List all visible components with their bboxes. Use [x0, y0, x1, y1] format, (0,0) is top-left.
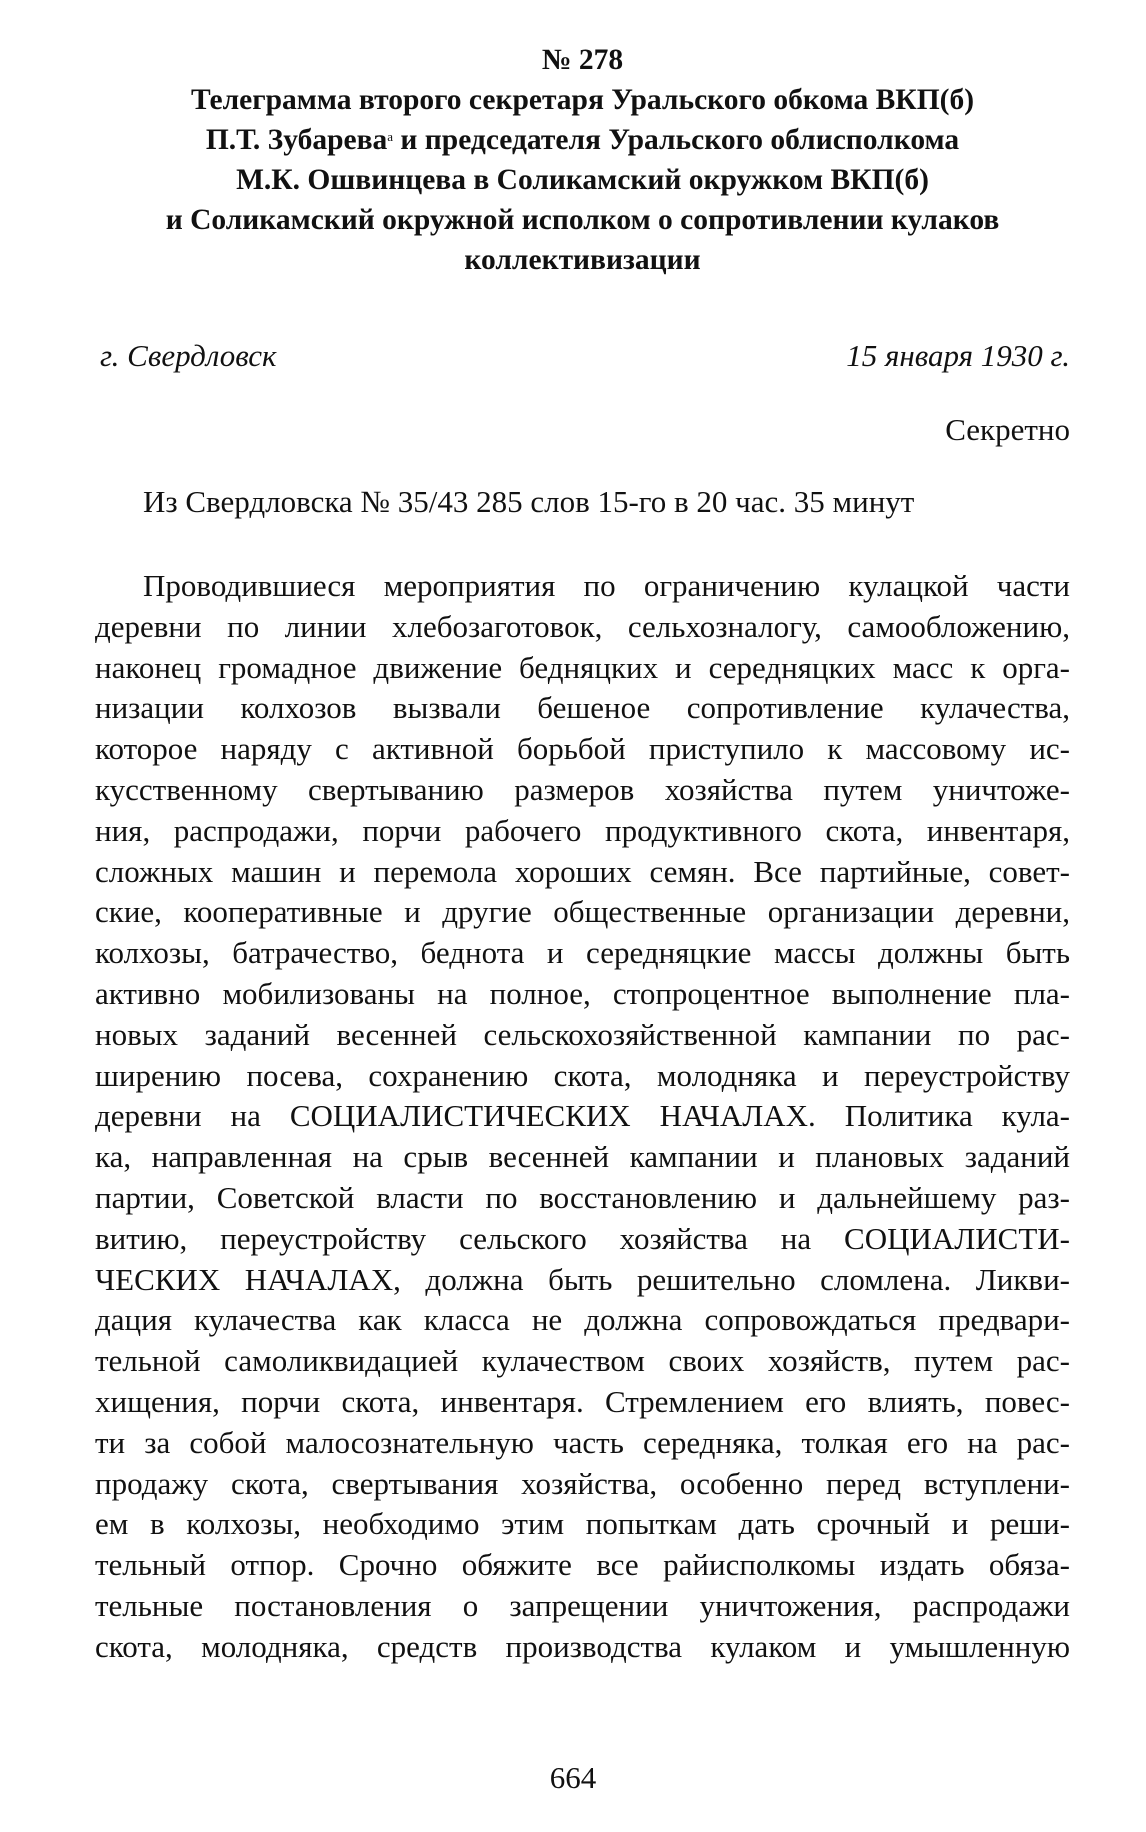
body-line: ширению посева, сохранению скота, молодняка и переустройству	[95, 1057, 1070, 1093]
body-line: Проводившиеся мероприятия по ограничению кулацкой части	[143, 568, 1070, 603]
body-line: наконец громадное движение бедняцких и середняцких масс к орга-	[95, 649, 1070, 685]
body-line: активно мобилизованы на полное, стопроцентное выполнение пла-	[95, 975, 1070, 1011]
body-line: деревни по линии хлебозаготовок, сельхозналогу, самообложению,	[95, 608, 1070, 644]
body-line: тельный отпор. Срочно обяжите все райисполкомы издать обяза-	[95, 1547, 1070, 1583]
body-line: ские, кооперативные и другие общественные организации деревни,	[95, 894, 1070, 930]
body-line: низации колхозов вызвали бешеное сопротивление кулачества,	[95, 690, 1070, 726]
place-date-row	[95, 336, 1070, 376]
dispatch-line: Из Свердловска № 35/43 285 слов 15-го в 20 час. 35 минут	[143, 484, 915, 519]
body-line: тельной самоликвидацией кулачеством своих хозяйств, путем рас-	[95, 1343, 1070, 1379]
body-line: хищения, порчи скота, инвентаря. Стремлением его влиять, повес-	[95, 1383, 1070, 1419]
title-line-2	[95, 120, 1070, 160]
body-line: колхозы, батрачество, беднота и середняцкие массы должны быть	[95, 935, 1070, 971]
body-line: ти за собой малосознательную часть середняка, толкая его на рас-	[95, 1424, 1070, 1460]
body-line: ЧЕСКИХ НАЧАЛАХ, должна быть решительно сломлена. Ликви-	[95, 1261, 1070, 1297]
body-line: кусственному свертыванию размеров хозяйства путем уничтоже-	[95, 771, 1070, 807]
body-line: ка, направленная на срыв весенней кампании и плановых заданий	[95, 1139, 1070, 1175]
body-line: партии, Советской власти по восстановлению и дальнейшему раз-	[95, 1179, 1070, 1215]
document-number: № 278	[541, 44, 624, 76]
title-line-2-rest: и председателя Уральского облисполкома	[400, 124, 960, 156]
classification-mark: Секретно	[945, 412, 1070, 447]
footnote-marker: a	[387, 129, 394, 144]
document-place: г. Свердловск	[100, 338, 277, 373]
document-page	[95, 40, 1070, 1668]
body-line: новых заданий весенней сельскохозяйственной кампании по рас-	[95, 1016, 1070, 1052]
body-line: ем в колхозы, необходимо этим попыткам дать срочный и реши-	[95, 1506, 1070, 1542]
title-line-4: и Соликамский окружной исполком о сопротивлении кулаков	[165, 204, 1000, 236]
title-line-1: Телеграмма второго секретаря Уральского обкома ВКП(б)	[190, 84, 975, 116]
body-line: витию, переустройству сельского хозяйства на СОЦИАЛИСТИ-	[95, 1220, 1070, 1256]
body-line: тельные постановления о запрещении уничтожения, распродажи	[95, 1587, 1070, 1623]
title-line-5: коллективизации	[464, 244, 701, 276]
body-line: ния, распродажи, порчи рабочего продуктивного скота, инвентаря,	[95, 812, 1070, 848]
body-line: скота, молодняка, средств производства кулаком и умышленную	[95, 1628, 1070, 1664]
body-line: дация кулачества как класса не должна сопровождаться предвари-	[95, 1302, 1070, 1338]
title-line-2-name: П.Т. Зубарева	[205, 124, 388, 156]
body-line: сложных машин и перемола хороших семян. Все партийные, совет-	[95, 853, 1070, 889]
document-header	[95, 40, 1070, 280]
title-line-3: М.К. Ошвинцева в Соликамский окружком ВКП(б)	[236, 164, 929, 196]
document-date: 15 января 1930 г.	[846, 338, 1070, 373]
body-line: которое наряду с активной борьбой приступило к массовому ис-	[95, 731, 1070, 767]
body-line: деревни на СОЦИАЛИСТИЧЕСКИХ НАЧАЛАХ. Политика кула-	[95, 1098, 1070, 1134]
body-line: продажу скота, свертывания хозяйства, особенно перед вступлени-	[95, 1465, 1070, 1501]
page-number: 664	[549, 1760, 597, 1795]
document-body	[95, 566, 1070, 1668]
